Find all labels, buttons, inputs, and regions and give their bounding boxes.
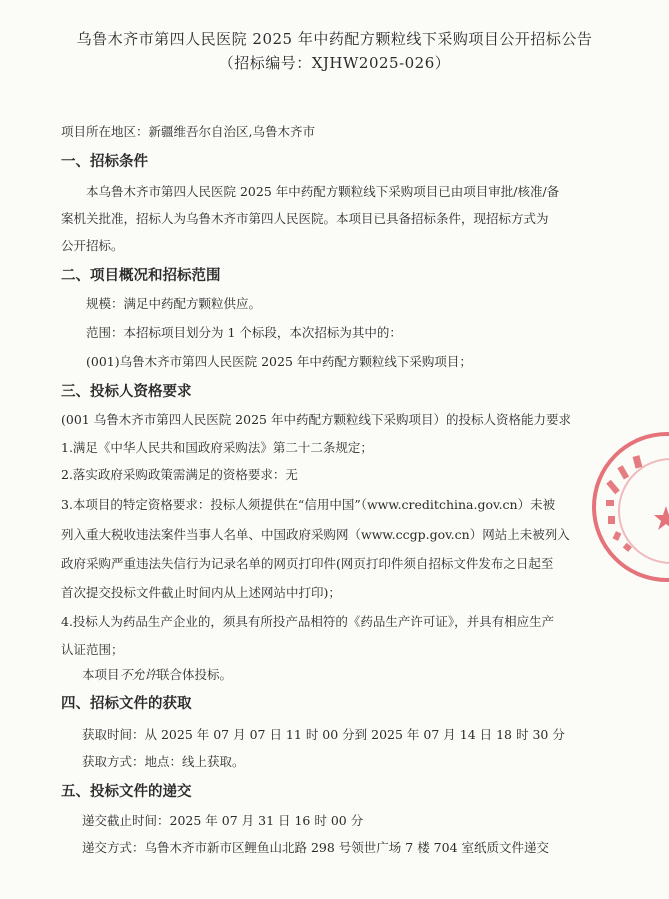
s2-lot: (001)乌鲁木齐市第四人民医院 2025 年中药配方颗粒线下采购项目； xyxy=(86,354,472,369)
s3-joint-bid-note xyxy=(82,665,232,683)
section-4-heading: 四、招标文件的获取 xyxy=(61,696,192,712)
s3-requirement-3-line-4: 首次提交投标文件截止时间内从上述网站中打印)； xyxy=(61,585,341,600)
section-1-heading: 一、招标条件 xyxy=(61,154,148,170)
official-seal-stamp xyxy=(592,432,669,582)
s3-requirement-3-line-3: 政府采购严重违法失信行为记录名单的网页打印件(网页打印件须自招标文件发布之日起至 xyxy=(61,556,554,571)
section-2-heading: 二、项目概况和招标范围 xyxy=(61,268,221,284)
joint-bid-suffix: 联合体投标。 xyxy=(157,667,233,682)
s3-requirement-4-line-1: 4.投标人为药品生产企业的，须具有所投产品相符的《药品生产许可证》，并具有相应生产 xyxy=(61,614,555,629)
joint-bid-emphasis: 不允许 xyxy=(119,667,158,682)
s3-requirement-3-line-2: 列入重大税收违法案件当事人名单、中国政府采购网（www.ccgp.gov.cn）网站上未被列入 xyxy=(61,527,570,542)
s1-paragraph-line-2: 案机关批准，招标人为乌鲁木齐市第四人民医院。本项目已具备招标条件，现招标方式为 xyxy=(61,211,549,226)
s4-acquisition-method: 获取方式：地点：线上获取。 xyxy=(82,754,245,769)
s3-requirement-1: 1.满足《中华人民共和国政府采购法》第二十二条规定； xyxy=(61,440,373,455)
joint-bid-prefix: 本项目 xyxy=(82,667,120,682)
section-3-heading: 三、投标人资格要求 xyxy=(61,384,192,400)
section-5-heading: 五、投标文件的递交 xyxy=(61,784,192,800)
seal-star-icon xyxy=(654,506,669,530)
s5-submission-deadline: 递交截止时间：2025 年 07 月 31 日 16 时 00 分 xyxy=(82,813,364,828)
tender-number: （招标编号：XJHW2025-026） xyxy=(218,54,451,72)
s3-requirement-2: 2.落实政府采购政策需满足的资格要求：无 xyxy=(61,467,298,482)
s3-requirement-4-line-2: 认证范围； xyxy=(61,642,124,657)
s3-intro: (001 乌鲁木齐市第四人民医院 2025 年中药配方颗粒线下采购项目）的投标人资格能力要求 xyxy=(61,412,571,427)
s2-scale: 规模：满足中药配方颗粒供应。 xyxy=(86,296,262,311)
project-location: 项目所在地区：新疆维吾尔自治区,乌鲁木齐市 xyxy=(61,124,315,139)
s4-acquisition-time: 获取时间：从 2025 年 07 月 07 日 11 时 00 分到 2025 年 07 月 14 日 18 时 30 分 xyxy=(82,727,565,742)
s3-requirement-3-line-1: 3.本项目的特定资格要求：投标人须提供在“信用中国”（www.creditchina.gov.cn）未被 xyxy=(61,497,556,512)
seal-marks xyxy=(596,436,669,582)
s1-paragraph-line-3: 公开招标。 xyxy=(61,238,124,253)
seal-script-marks xyxy=(606,455,642,552)
s1-paragraph-line-1: 本乌鲁木齐市第四人民医院 2025 年中药配方颗粒线下采购项目已由项目审批/核准/备 xyxy=(86,184,560,199)
document-title: 乌鲁木齐市第四人民医院 2025 年中药配方颗粒线下采购项目公开招标公告 xyxy=(76,30,593,48)
s5-submission-method: 递交方式：乌鲁木齐市新市区鲤鱼山北路 298 号领世广场 7 楼 704 室纸质文件递交 xyxy=(82,840,550,855)
s2-scope: 范围：本招标项目划分为 1 个标段，本次招标为其中的： xyxy=(86,325,402,340)
